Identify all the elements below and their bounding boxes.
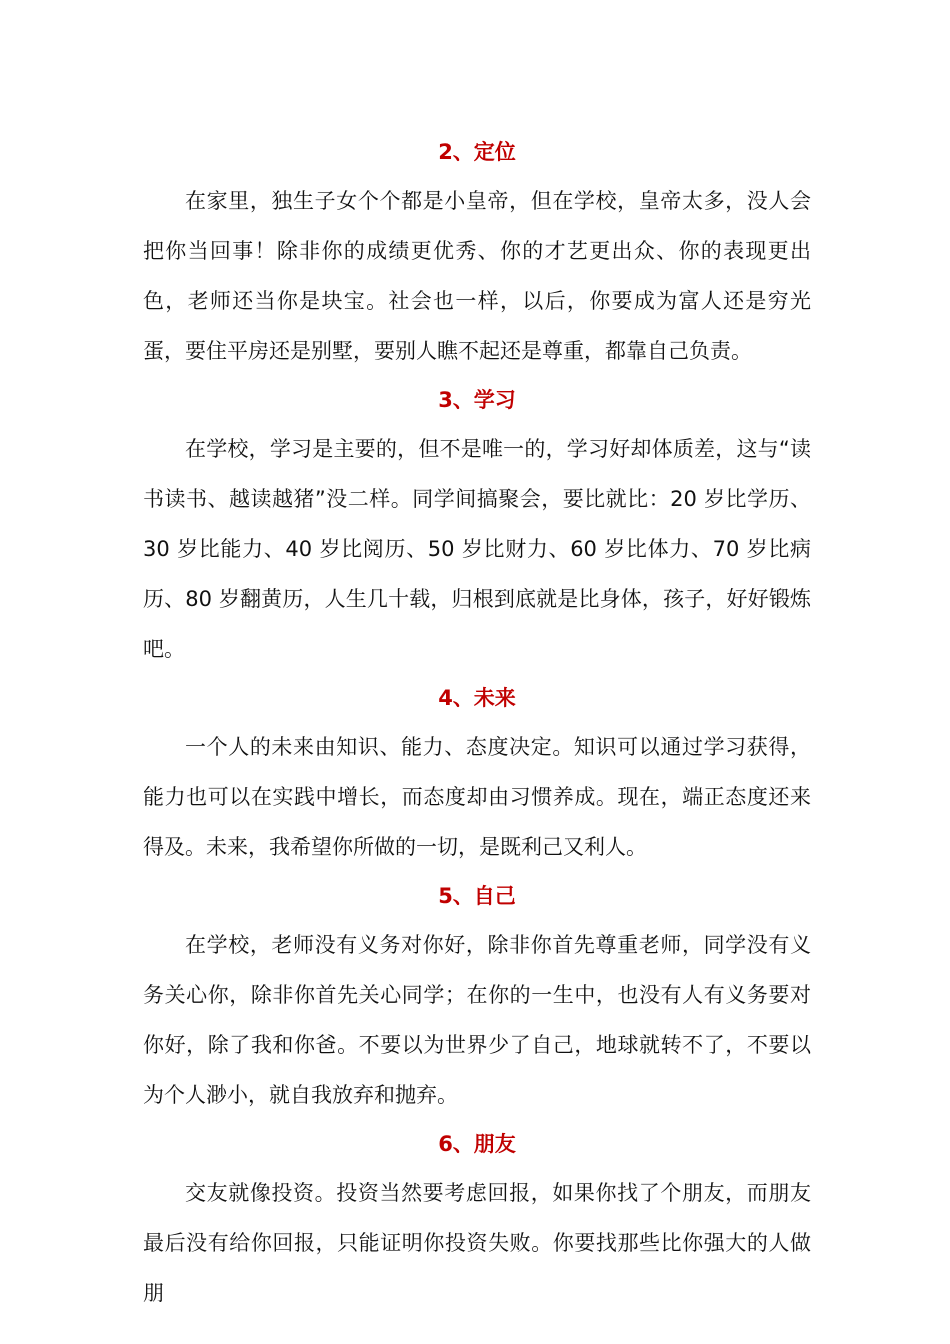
section-paragraph-positioning: 在家里，独生子女个个都是小皇帝，但在学校，皇帝太多，没人会把你当回事！除非你的成绩更优秀、你的才艺更出众、你的表现更出色，老师还当你是块宝。社会也一样，以后，你要成为富人还是穷光蛋，要住平房还是别墅，要别人瞧不起还是尊重，都靠自己负责。	[143, 189, 811, 363]
section-heading-future: 4、未来	[438, 686, 516, 710]
section-heading-positioning: 2、定位	[438, 140, 516, 164]
section-paragraph-study: 在学校，学习是主要的，但不是唯一的，学习好却体质差，这与“读书读书、越读越猪”没二样。同学间搞聚会，要比就比：20 岁比学历、30 岁比能力、40 岁比阅历、50 岁比财力、60 岁比体力、70 岁比病历、80 岁翻黄历，人生几十载，归根到底就是比身体，孩子，好好锻炼吧。	[143, 437, 811, 661]
document-page	[143, 128, 811, 1318]
section-heading-self: 5、自己	[438, 884, 516, 908]
section-paragraph-self: 在学校，老师没有义务对你好，除非你首先尊重老师，同学没有义务关心你，除非你首先关心同学；在你的一生中，也没有人有义务要对你好，除了我和你爸。不要以为世界少了自己，地球就转不了，不要以为个人渺小，就自我放弃和抛弃。	[143, 933, 811, 1107]
section-paragraph-future: 一个人的未来由知识、能力、态度决定。知识可以通过学习获得，能力也可以在实践中增长，而态度却由习惯养成。现在，端正态度还来得及。未来，我希望你所做的一切，是既利己又利人。	[143, 735, 811, 859]
section-heading-study: 3、学习	[438, 388, 516, 412]
section-heading-friends: 6、朋友	[438, 1132, 516, 1156]
section-paragraph-friends: 交友就像投资。投资当然要考虑回报，如果你找了个朋友，而朋友最后没有给你回报，只能证明你投资失败。你要找那些比你强大的人做朋	[143, 1181, 811, 1305]
